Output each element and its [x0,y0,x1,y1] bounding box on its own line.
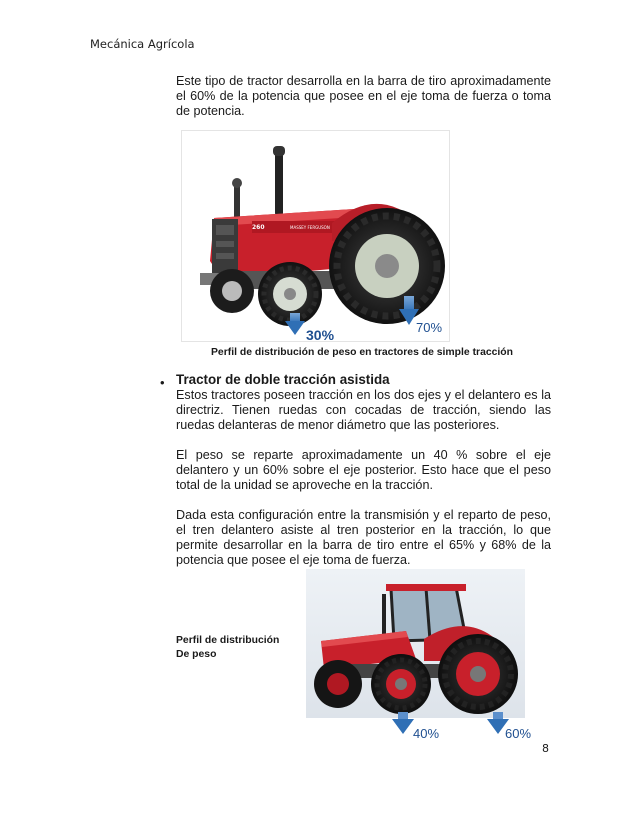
figure2-caption-line2: De peso [176,649,217,660]
tractor-simple-traction-photo [181,130,450,342]
intro-paragraph: Este tipo de tractor desarrolla en la barra de tiro aproximadamente el 60% de la potencia que posee en el eje toma de fuerza o toma de potencia. [176,74,551,118]
section-paragraph-3: Dada esta configuración entre la transmisión y el reparto de peso, el tren delantero asiste al tren posterior en la tracción, lo que permite desarrollar en la barra de tiro entre el 65% y 68% de la potencia que posee el eje toma de fuerza. [176,508,551,567]
tractor-model-badge: 260 [252,224,265,231]
page-header: Mecánica Agrícola [90,37,195,51]
tractor-simple-traction-illustration [182,131,450,342]
rear-weight-label-2: 60% [505,726,532,741]
tractor-double-traction-illustration [306,569,525,718]
tractor-double-traction-photo [306,569,525,718]
section-paragraph-1: Estos tractores poseen tracción en los dos ejes y el delantero es la directriz. Tienen ruedas con cocadas de tracción, siendo las ruedas delanteras de menor diámetro que las posteriores. [176,388,551,432]
section-paragraph-2: El peso se reparte aproximadamente un 40 % sobre el eje delantero y un 60% sobre el eje posterior. Esto hace que el peso total de la unidad se aproveche en la tracción. [176,448,551,492]
bullet-marker: • [160,375,165,390]
figure2-caption [176,634,279,662]
figure2-caption-line1: Perfil de distribución [176,635,280,646]
section-title: Tractor de doble tracción asistida [176,372,390,387]
page-number: 8 [542,742,549,755]
figure1-caption: Perfil de distribución de peso en tractores de simple tracción [211,347,513,358]
front-weight-label-2: 40% [413,726,440,741]
tractor-brand-label: MASSEY FERGUSON [290,225,330,230]
front-weight-arrow [392,712,414,734]
rear-weight-label: 70% [416,320,443,335]
front-weight-label: 30% [306,327,335,342]
